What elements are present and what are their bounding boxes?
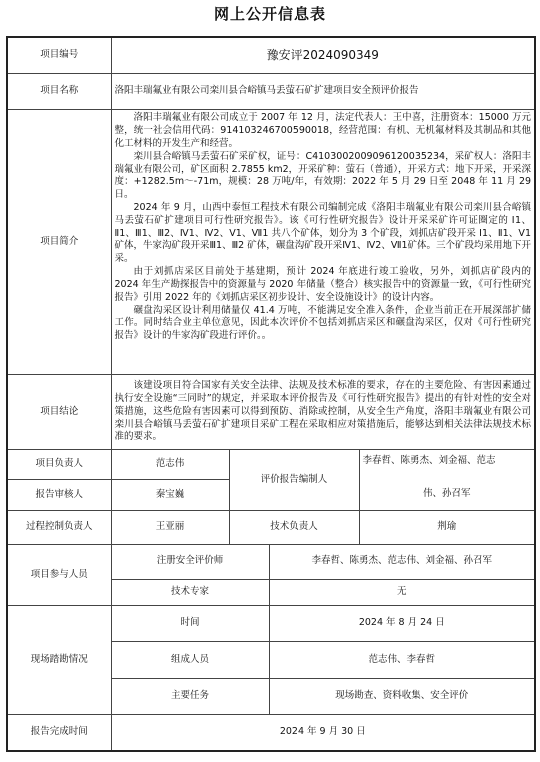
conclusion-value xyxy=(111,375,535,450)
project-name-value: 洛阳丰瑞氟业有限公司栾川县合峪镇马丢萤石矿扩建项目安全预评价报告 xyxy=(111,73,535,109)
participants-label: 项目参与人员 xyxy=(7,545,111,606)
survey-staff-label: 组成人员 xyxy=(111,642,269,678)
intro-paragraph-2: 栾川县合峪镇马丢萤石矿采矿权，证号：C4103002009096120035234，采矿权人：洛阳丰瑞氟业有限公司，矿区面积 2.7855 km2，开采矿种：萤石（普通），开采方式：地下开采，开采深度：+1282.5m～-71m，规模：28 万吨/年，有效期：2022 年 5 月 29 日至 2048 年 11 月 29 日。 xyxy=(114,150,532,201)
row-process-control xyxy=(7,510,535,544)
tech-leader-value: 荆瑜 xyxy=(359,510,535,544)
completion-label: 报告完成时间 xyxy=(7,715,111,751)
row-survey-time xyxy=(7,605,535,641)
registered-evaluator-label: 注册安全评价师 xyxy=(111,545,269,579)
project-leader-label: 项目负责人 xyxy=(7,450,111,480)
row-intro xyxy=(7,110,535,375)
project-no-label: 项目编号 xyxy=(7,37,111,73)
project-leader-value: 范志伟 xyxy=(111,450,229,480)
report-writers-label: 评价报告编制人 xyxy=(229,450,359,511)
row-project-leader xyxy=(7,450,535,480)
intro-value xyxy=(111,110,535,375)
process-control-label: 过程控制负责人 xyxy=(7,510,111,544)
registered-evaluator-value: 李春哲、陈勇杰、范志伟、刘金福、孙召军 xyxy=(269,545,535,579)
tech-expert-value: 无 xyxy=(269,579,535,605)
report-writers-line-2: 伟、孙召军 xyxy=(423,488,471,500)
info-table xyxy=(6,36,536,752)
site-survey-label: 现场踏勘情况 xyxy=(7,605,111,714)
conclusion-label: 项目结论 xyxy=(7,375,111,450)
row-completion xyxy=(7,715,535,751)
survey-task-value: 现场勘查、资料收集、安全评价 xyxy=(269,678,535,714)
project-name-label: 项目名称 xyxy=(7,73,111,109)
page-title: 网上公开信息表 xyxy=(213,5,326,23)
reviewer-label: 报告审核人 xyxy=(7,480,111,510)
intro-paragraph-5: 碾盘沟采区设计利用储量仅 41.4 万吨，不能满足安全准入条件，企业当前正在开展深部扩储工作。同时结合业主单位意见，因此本次评价不包括刘抓店采区和碾盘沟采区，仅对《可行性研究报告》设计的牛家沟矿段进行评价。。 xyxy=(114,304,532,342)
reviewer-value: 秦宝巍 xyxy=(111,480,229,510)
process-control-value: 王亚丽 xyxy=(111,510,229,544)
row-project-name xyxy=(7,73,535,109)
intro-paragraph-3: 2024 年 9 月，山西中泰恒工程技术有限公司编制完成《洛阳丰瑞氟业有限公司栾川县合峪镇马丢萤石矿扩建项目可行性研究报告》。该《可行性研究报告》设计开采采矿许可证圈定的 Ⅰ1、Ⅱ1、Ⅲ1、Ⅲ2、Ⅳ1、Ⅳ2、Ⅴ1、Ⅶ1 共八个矿体，划分为 3 个矿段，刘抓店矿段开采 Ⅰ1、Ⅱ1、Ⅴ1 矿体，牛家沟矿段开采Ⅲ1、Ⅲ2 矿体，碾盘沟矿段开采Ⅳ1、Ⅳ2、Ⅶ1矿体。三个矿段均采用地下开采。 xyxy=(114,202,532,265)
survey-time-label: 时间 xyxy=(111,605,269,641)
intro-label: 项目简介 xyxy=(7,110,111,375)
project-no-value: 豫安评2024090349 xyxy=(111,37,535,73)
row-project-no xyxy=(7,37,535,73)
row-conclusion xyxy=(7,375,535,450)
survey-time-value: 2024 年 8 月 24 日 xyxy=(269,605,535,641)
report-writers-value xyxy=(359,450,535,511)
survey-task-label: 主要任务 xyxy=(111,678,269,714)
survey-staff-value: 范志伟、李春哲 xyxy=(269,642,535,678)
completion-value: 2024 年 9 月 30 日 xyxy=(111,715,535,751)
tech-leader-label: 技术负责人 xyxy=(229,510,359,544)
intro-paragraph-1: 洛阳丰瑞氟业有限公司成立于 2007 年 12 月，法定代表人：王中喜，注册资本：15000 万元整，统一社会信用代码：914103246700590018，经营范围：有机、无机氟材料及其制品和其他化工材料的开发生产和经营。 xyxy=(114,112,532,149)
tech-expert-label: 技术专家 xyxy=(111,579,269,605)
conclusion-text: 该建设项目符合国家有关安全法律、法规及技术标准的要求，存在的主要危险、有害因素通过执行安全设施“三同时”的规定，并采取本评价报告及《可行性研究报告》提出的有针对性的安全对策措施，这些危险有害因素可以得到预防、消除或控制，从安全生产角度，洛阳丰瑞氟业有限公司栾川县合峪镇马丢萤石矿扩建项目采矿工程在采取相应对策措施后，能够达到相关法律法规技术标准的要求。 xyxy=(114,380,532,443)
intro-paragraph-4: 由于刘抓店采区目前处于基建期，预计 2024 年底进行竣工验收，另外，刘抓店矿段内的 2024 年生产勘探报告中的资源量与 2020 年储量（整合）核实报告中的资源量一致，《可行性研究报告》引用 2022 年的《刘抓店采区初步设计、安全设施设计》的设计内容。 xyxy=(114,266,532,303)
report-writers-line-1: 李春哲、陈勇杰、刘金福、范志 xyxy=(362,455,496,467)
row-registered-evaluators xyxy=(7,545,535,579)
